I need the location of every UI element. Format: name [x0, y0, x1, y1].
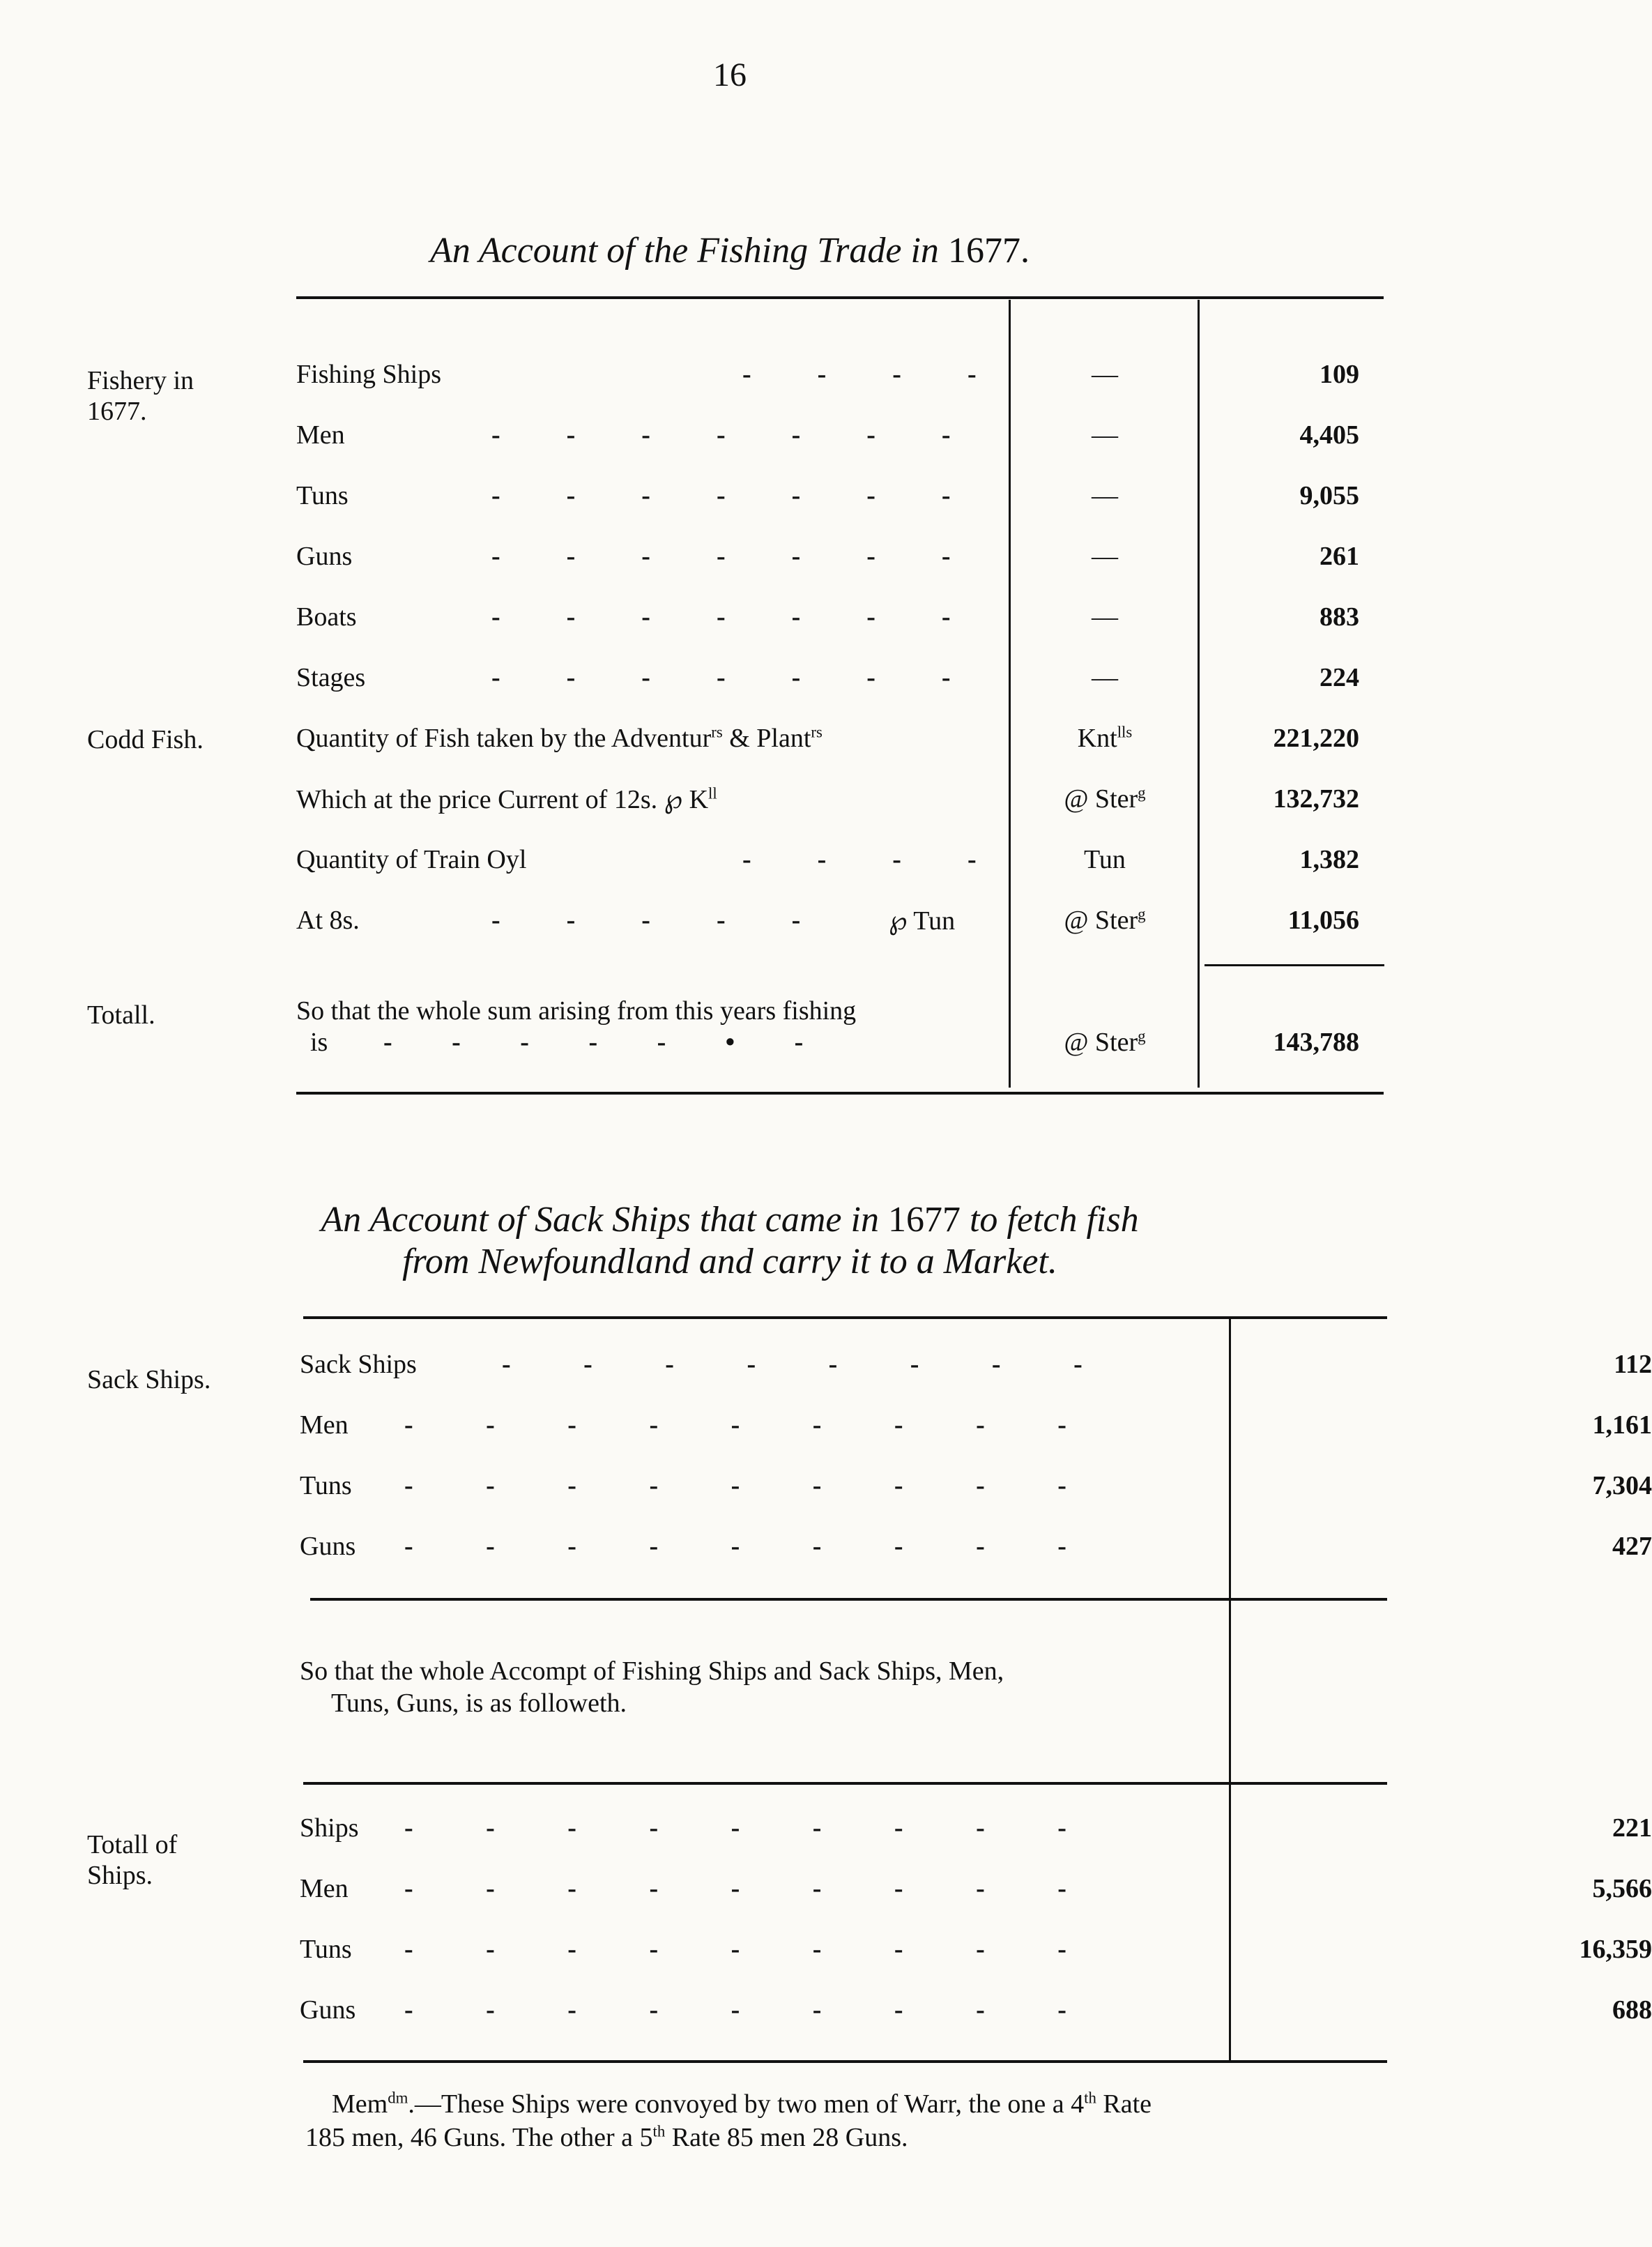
- fishing-row: [296, 359, 1384, 401]
- row-value: 16,359: [1579, 1935, 1652, 1964]
- rule: [303, 1782, 1387, 1785]
- row-value: 4,405: [1299, 420, 1359, 450]
- row-label: Fishing Ships: [296, 360, 442, 389]
- fishing-row: [296, 905, 1384, 947]
- memo-line2: 185 men, 46 Guns. The other a 5th Rate 85 men 28 Guns.: [305, 2122, 908, 2152]
- sack-title: [0, 1199, 1460, 1283]
- leader-dots: - - - - - - -: [491, 481, 951, 510]
- row-value: 224: [1320, 663, 1359, 692]
- row-label: Quantity of Train Oyl: [296, 845, 527, 874]
- row-label: Tuns: [300, 1471, 352, 1500]
- row-label: Guns: [300, 1532, 356, 1561]
- total-row: [296, 996, 1384, 1072]
- row-label: Guns: [296, 542, 353, 571]
- row-value: 1,382: [1299, 845, 1359, 874]
- row-label: Boats: [296, 602, 357, 632]
- totals-row: [300, 1934, 1652, 1976]
- totals-row: [300, 1813, 1652, 1854]
- row-label-tail: ℘ Tun: [889, 906, 956, 936]
- fishing-title-text: An Account of the Fishing Trade in: [430, 231, 939, 271]
- page-number: 16: [713, 56, 747, 93]
- sack-row: [300, 1349, 1652, 1391]
- side-label-sack: Sack Ships.: [87, 1365, 211, 1394]
- leader-dots: - - - - - - - - -: [404, 1874, 1066, 1903]
- row-label: Men: [300, 1410, 349, 1440]
- fishing-row: [296, 784, 1384, 825]
- row-label: Ships: [300, 1813, 359, 1843]
- totals-row: [300, 1873, 1652, 1915]
- sack-title-line2: from Newfoundland and carry it to a Market.: [402, 1241, 1057, 1281]
- memo-line1: Mem$^{dm}$.—These Ships were convoyed by two men of Warr, the one a 4th Rate: [332, 2089, 1152, 2119]
- leader-dots: - - - - -: [491, 906, 801, 935]
- row-label: Sack Ships: [300, 1350, 417, 1379]
- row-value: 261: [1320, 542, 1359, 571]
- summary-line1: So that the whole Accompt of Fishing Ships and Sack Ships, Men,: [300, 1656, 1004, 1686]
- leader-dots: - - - - - - - - -: [404, 1471, 1066, 1500]
- row-value: 7,304: [1592, 1471, 1652, 1500]
- row-unit: —: [1092, 481, 1118, 510]
- row-label: Quantity of Fish taken by the Adventur$^{rs}$ & Plant$^{rs}$: [296, 723, 823, 753]
- side-label-codd: Codd Fish.: [87, 725, 204, 754]
- row-label: Tuns: [296, 481, 349, 510]
- rule: [303, 2060, 1387, 2063]
- row-value: 1,161: [1592, 1410, 1652, 1440]
- totals-row: [300, 1995, 1652, 2036]
- fishing-row: [296, 541, 1384, 583]
- row-label: Tuns: [300, 1935, 352, 1964]
- sack-title-line1: An Account of Sack Ships that came in 1677 to fetch fish: [321, 1200, 1139, 1240]
- side-label-fishery: Fishery in 1677.: [87, 366, 194, 426]
- row-unit: —: [1092, 602, 1118, 632]
- row-unit: —: [1092, 420, 1118, 450]
- fishing-row: [296, 602, 1384, 643]
- row-value: 427: [1612, 1532, 1652, 1561]
- side-label-total: Totall.: [87, 1000, 155, 1030]
- sack-row: [300, 1531, 1652, 1573]
- row-value: 5,566: [1592, 1874, 1652, 1903]
- rule: [296, 296, 1384, 299]
- row-value: 688: [1612, 1995, 1652, 2025]
- total-unit: @ Ster$^g$: [1064, 1027, 1146, 1057]
- total-value: 143,788: [1273, 1028, 1359, 1057]
- row-label: Men: [300, 1874, 349, 1903]
- leader-dots: - - - - - - - - -: [404, 1995, 1066, 2025]
- fishing-title-year: 1677.: [947, 231, 1030, 271]
- column-divider: [1229, 1601, 1231, 1782]
- leader-dots: - - - -: [742, 845, 977, 874]
- row-label: Men: [296, 420, 345, 450]
- fishing-title: [0, 230, 1460, 272]
- row-unit: @ Ster$^g$: [1064, 784, 1146, 814]
- leader-dots: - - - - - - -: [491, 663, 951, 692]
- summary-text: [300, 1656, 1004, 1719]
- fishing-row: [296, 723, 1384, 765]
- sack-row: [300, 1410, 1652, 1452]
- leader-dots: - - - - - - - - -: [404, 1813, 1066, 1843]
- rule: [296, 1092, 1384, 1095]
- row-label: At 8s.: [296, 906, 360, 935]
- leader-dots: - - - - - - -: [491, 420, 951, 450]
- leader-dots: - - - - - • -: [383, 1028, 804, 1057]
- fishing-row: [296, 480, 1384, 522]
- row-value: 221: [1612, 1813, 1652, 1843]
- row-unit: —: [1092, 542, 1118, 571]
- side-label-totals: Totall of Ships.: [87, 1830, 178, 1890]
- row-label: Guns: [300, 1995, 356, 2025]
- leader-dots: - - - - - - - - -: [404, 1532, 1066, 1561]
- row-unit: @ Ster$^g$: [1064, 905, 1146, 935]
- row-value: 109: [1320, 360, 1359, 389]
- row-value: 9,055: [1299, 481, 1359, 510]
- row-unit: Knt$^{lls}$: [1077, 723, 1133, 753]
- leader-dots: - - - - - - - - -: [404, 1410, 1066, 1440]
- leader-dots: - - - - - - -: [491, 602, 951, 632]
- summary-line2: Tuns, Guns, is as followeth.: [331, 1688, 627, 1718]
- row-label: Which at the price Current of 12s. ℘ $K^{ll}$: [296, 784, 717, 814]
- row-unit: Tun: [1084, 845, 1126, 874]
- leader-dots: - - - - - - - - -: [404, 1935, 1066, 1964]
- fishing-row: [296, 420, 1384, 462]
- row-value: 132,732: [1273, 784, 1359, 814]
- leader-dots: - - - -: [742, 360, 977, 389]
- row-value: 221,220: [1273, 724, 1359, 753]
- total-label-line1: So that the whole sum arising from this years fishing: [296, 996, 857, 1026]
- leader-dots: - - - - - - -: [491, 542, 951, 571]
- leader-dots: - - - - - - - -: [502, 1350, 1083, 1379]
- fishing-row: [296, 662, 1384, 704]
- row-unit: —: [1092, 360, 1118, 389]
- sum-rule: [1204, 964, 1384, 966]
- row-unit: —: [1092, 663, 1118, 692]
- sack-row: [300, 1470, 1652, 1512]
- row-value: 112: [1614, 1350, 1652, 1379]
- total-label-line2: is: [310, 1028, 328, 1057]
- row-value: 11,056: [1287, 906, 1359, 935]
- row-label: Stages: [296, 663, 366, 692]
- fishing-row: [296, 844, 1384, 886]
- row-value: 883: [1320, 602, 1359, 632]
- rule: [310, 1598, 1387, 1601]
- memorandum: [305, 2088, 1389, 2154]
- rule: [303, 1316, 1387, 1319]
